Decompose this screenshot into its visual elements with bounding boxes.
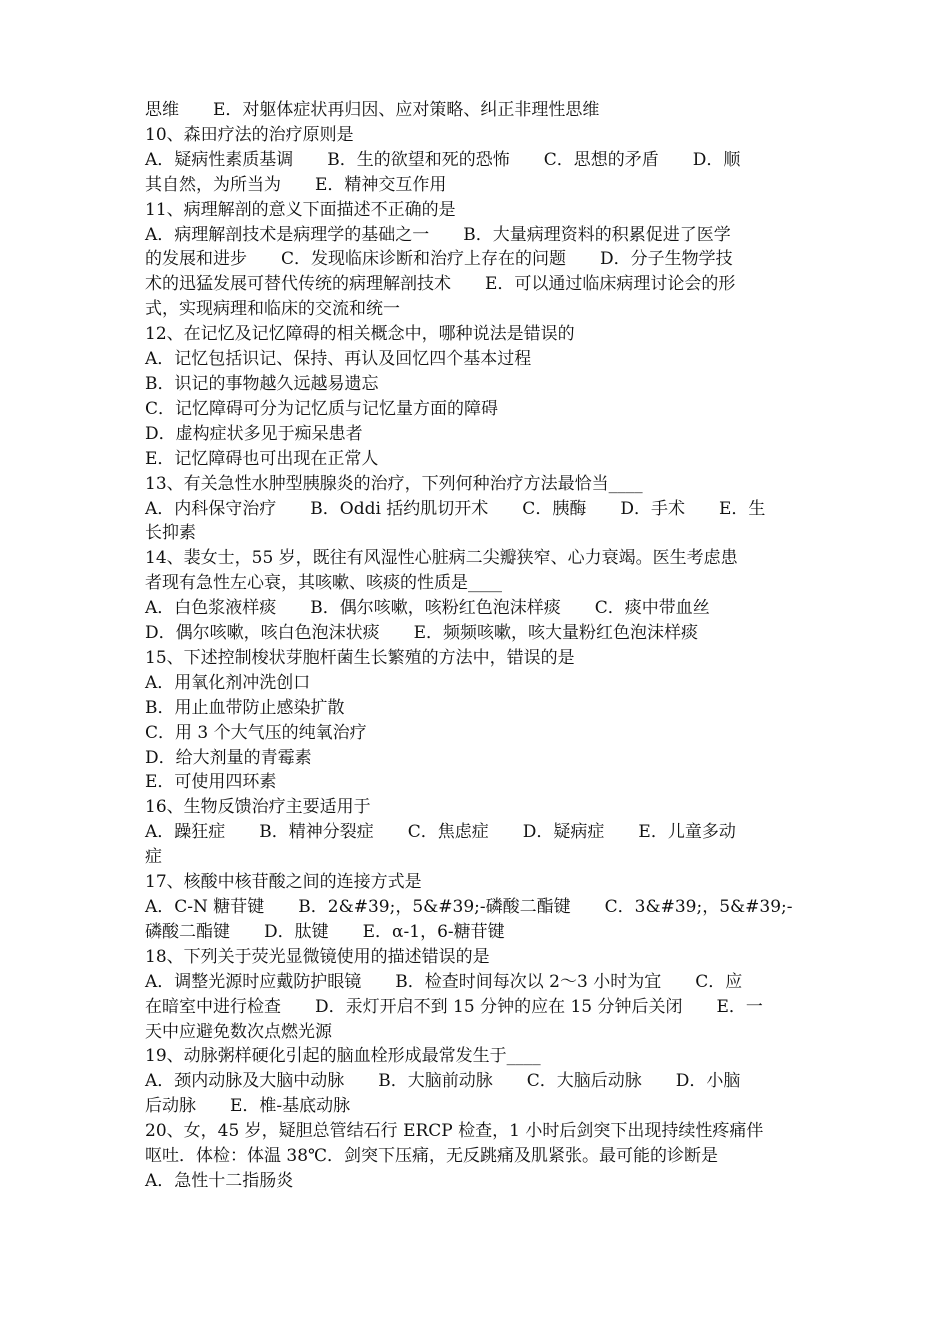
question-15-title: 15、下述控制梭状芽胞杆菌生长繁殖的方法中，错误的是 [145, 647, 575, 668]
question-16-title: 16、生物反馈治疗主要适用于 [145, 797, 371, 818]
text-line: A．C-N 糖苷键 B．2&#39;，5&#39;-磷酸二酯键 C．3&#39;，5&#39;- [145, 897, 793, 917]
question-10-title: 10、森田疗法的治疗原则是 [145, 124, 354, 145]
question-13-title: 13、有关急性水肿型胰腺炎的治疗，下列何种治疗方法最恰当____ [145, 473, 643, 494]
document-body [145, 98, 810, 1194]
question-11-title: 11、病理解剖的意义下面描述不正确的是 [145, 199, 456, 220]
text-line: 磷酸二酯键 D．肽键 E．α-1，6-糖苷键 [145, 921, 505, 942]
option-line: D．虚构症状多见于痴呆患者 [145, 423, 363, 444]
text-line: A．调整光源时应戴防护眼镜 B．检查时间每次以 2～3 小时为宜 C．应 [145, 971, 743, 992]
question-17-title: 17、核酸中核苷酸之间的连接方式是 [145, 872, 422, 893]
text-line: 的发展和进步 C．发现临床诊断和治疗上存在的问题 D．分子生物学技 [145, 249, 733, 270]
text-line: 思维 E．对躯体症状再归因、应对策略、纠正非理性思维 [145, 100, 600, 120]
question-19-title: 19、动脉粥样硬化引起的脑血栓形成最常发生于____ [145, 1046, 541, 1067]
text-line: D．偶尔咳嗽，咳白色泡沫状痰 E．频频咳嗽，咳大量粉红色泡沫样痰 [145, 623, 699, 644]
text-line: 症 [145, 847, 162, 868]
text-line: 术的迅猛发展可替代传统的病理解剖技术 E．可以通过临床病理讨论会的形 [145, 274, 736, 295]
text-line: A．颈内动脉及大脑中动脉 B．大脑前动脉 C．大脑后动脉 D．小脑 [145, 1071, 741, 1092]
option-line: A．记忆包括识记、保持、再认及回忆四个基本过程 [145, 349, 532, 370]
option-line: D．给大剂量的青霉素 [145, 747, 312, 768]
text-line: 长抑素 [145, 523, 196, 544]
text-line: 在暗室中进行检查 D．汞灯开启不到 15 分钟的应在 15 分钟后关闭 E．一 [145, 996, 763, 1017]
text-line: A．内科保守治疗 B．Oddi 括约肌切开术 C．胰酶 D．手术 E．生 [145, 498, 766, 519]
text-line: 天中应避免数次点燃光源 [145, 1021, 332, 1042]
question-14-title: 14、裴女士，55 岁，既往有风湿性心脏病二尖瓣狭窄、心力衰竭。医生考虑患 [145, 548, 738, 569]
text-line: 呕吐．体检：体温 38℃．剑突下压痛，无反跳痛及肌紧张。最可能的诊断是 [145, 1146, 719, 1167]
option-line: A．用氧化剂冲洗创口 [145, 672, 311, 693]
option-line: A．急性十二指肠炎 [145, 1170, 294, 1191]
question-12-title: 12、在记忆及记忆障碍的相关概念中，哪种说法是错误的 [145, 324, 575, 345]
text-line: A．白色浆液样痰 B．偶尔咳嗽，咳粉红色泡沫样痰 C．痰中带血丝 [145, 598, 710, 619]
question-20-title: 20、女，45 岁，疑胆总管结石行 ERCP 检查，1 小时后剑突下出现持续性疼痛伴 [145, 1121, 764, 1142]
option-line: C．记忆障碍可分为记忆质与记忆量方面的障碍 [145, 398, 499, 419]
text-line: 者现有急性左心衰，其咳嗽、咳痰的性质是____ [145, 573, 502, 594]
text-line: 其自然，为所当为 E．精神交互作用 [145, 174, 447, 195]
text-line: 后动脉 E．椎-基底动脉 [145, 1096, 351, 1117]
option-line: B．识记的事物越久远越易遗忘 [145, 373, 379, 394]
text-line: A．疑病性素质基调 B．生的欲望和死的恐怖 C．思想的矛盾 D．顺 [145, 149, 741, 170]
question-18-title: 18、下列关于荧光显微镜使用的描述错误的是 [145, 946, 490, 967]
option-line: C．用 3 个大气压的纯氧治疗 [145, 722, 367, 743]
text-line: 式，实现病理和临床的交流和统一 [145, 299, 400, 320]
option-line: E．可使用四环素 [145, 772, 277, 793]
text-line: A．躁狂症 B．精神分裂症 C．焦虑症 D．疑病症 E．儿童多动 [145, 822, 736, 843]
option-line: E．记忆障碍也可出现在正常人 [145, 448, 379, 469]
option-line: B．用止血带防止感染扩散 [145, 697, 345, 718]
text-line: A．病理解剖技术是病理学的基础之一 B．大量病理资料的积累促进了医学 [145, 224, 731, 245]
